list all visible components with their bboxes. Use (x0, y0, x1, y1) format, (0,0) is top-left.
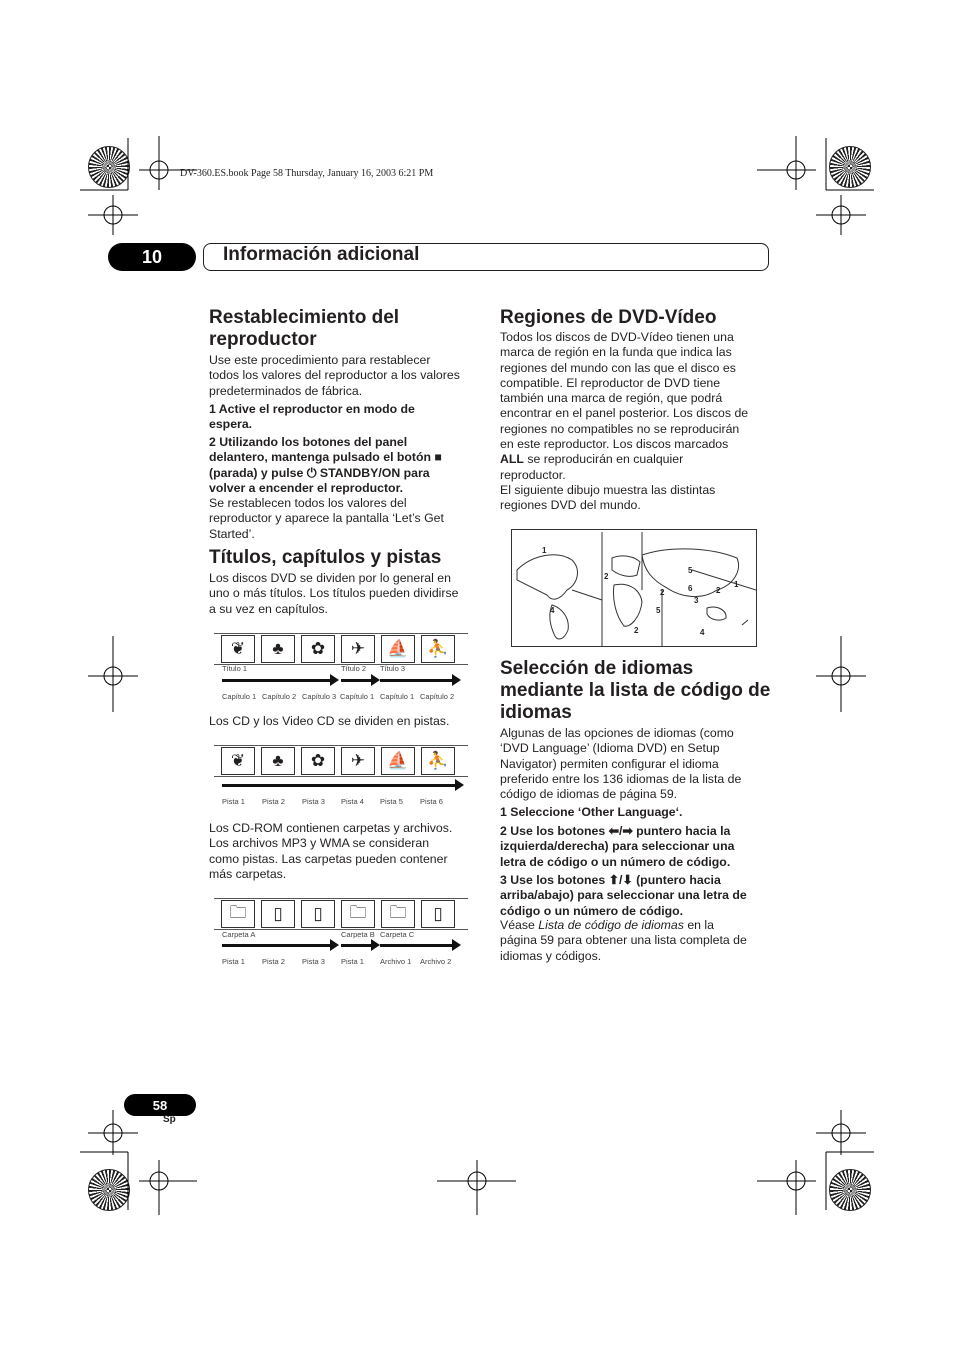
titles-intro: Los discos DVD se dividen por lo general en uno o más títulos. Los títulos pueden dividirse a su vez en capítulos. (209, 571, 459, 616)
arrowhead (371, 939, 380, 951)
frame-file-icon: ▯ (421, 900, 455, 928)
frame-surf-icon: ⛵ (381, 635, 415, 663)
arrowhead (452, 939, 461, 951)
language-see-also: Véase Lista de código de idiomas en la página 59 para obtener una lista completa de idiomas y códigos. (500, 918, 747, 963)
frame-leaf-icon: ❦ (221, 747, 255, 775)
region-marker: 6 (688, 584, 693, 593)
frame-bird-icon: ✈ (341, 635, 375, 663)
folder-label: Carpeta A (222, 930, 256, 939)
chapter-label: Capítulo 1 (380, 692, 415, 701)
dvd-regions-map (511, 529, 757, 647)
reset-step-1: 1 Active el reproductor en modo de espera. (209, 402, 415, 432)
chapter-label: Capítulo 2 (262, 692, 297, 701)
file-label: Pista 3 (302, 957, 325, 966)
file-label: Pista 2 (262, 957, 285, 966)
chapter-label: Capítulo 1 (222, 692, 257, 701)
arrowhead (455, 779, 464, 791)
title-label-1: Título 1 (222, 664, 248, 673)
region-marker: 5 (688, 566, 693, 575)
frame-file-icon: ▯ (261, 900, 295, 928)
title-2-arrow (341, 679, 371, 682)
chapter-title: Información adicional (223, 244, 420, 265)
track-label: Pista 3 (302, 797, 325, 806)
title-3-arrow (380, 679, 452, 682)
frame-surf-icon: ⛵ (381, 747, 415, 775)
folder-a-arrow (222, 944, 330, 947)
frame-bird-icon: ✈ (341, 747, 375, 775)
file-label: Pista 1 (222, 957, 245, 966)
region-marker: 4 (550, 606, 555, 615)
section-title-reset: Restablecimiento del reproductor (209, 307, 400, 350)
frame-folder-icon: 🗀 (221, 900, 255, 928)
track-label: Pista 1 (222, 797, 245, 806)
section-title-language: Selección de idiomas mediante la lista de código de idiomas (500, 658, 771, 723)
language-body: Algunas de las opciones de idiomas (como ‘DVD Language’ (Idioma DVD) en Setup Navigator) permiten configurar el idioma preferido entre los 136 idiomas de la lista de código de idiomas de página 59. (500, 726, 742, 802)
track-label: Pista 6 (420, 797, 443, 806)
title-label-2: Título 2 (341, 664, 367, 673)
frame-tree-icon: ♣ (261, 635, 295, 663)
arrowhead (452, 674, 461, 686)
arrowhead (371, 674, 380, 686)
track-label: Pista 4 (341, 797, 364, 806)
language-step-3: 3 Use los botones ⬆/⬇ (puntero hacia arriba/abajo) para seleccionar una letra de código o un número de código. (500, 873, 747, 918)
region-marker: 2 (660, 588, 665, 597)
region-marker: 2 (604, 572, 609, 581)
reset-step-2: 2 Utilizando los botones del panel delantero, mantenga pulsado el botón ■ (parada) y pulse ⏻ STANDBY/ON para volver a encender el reproductor. (209, 435, 442, 495)
region-marker: 2 (716, 586, 721, 595)
language-code: Sp (163, 1114, 176, 1125)
arrowhead (330, 674, 339, 686)
language-step-2: 2 Use los botones ⬅/➡ puntero hacia la izquierda/derecha) para seleccionar una letra de código o un número de código. (500, 824, 735, 869)
frame-flower-icon: ✿ (301, 635, 335, 663)
track-label: Pista 5 (380, 797, 403, 806)
reset-intro: Use este procedimiento para restablecer todos los valores del reproductor a los valores predeterminados de fábrica. (209, 353, 460, 398)
folder-c-arrow (380, 944, 452, 947)
chapter-number: 10 (108, 243, 196, 271)
title-1-arrow (222, 679, 330, 682)
folder-b-arrow (341, 944, 371, 947)
cdrom-text: Los CD-ROM contienen carpetas y archivos. Los archivos MP3 y WMA se consideran como pistas. Las carpetas pueden contener más carpetas. (209, 821, 453, 881)
file-label: Archivo 1 (380, 957, 412, 966)
track-label: Pista 2 (262, 797, 285, 806)
title-label-3: Título 3 (380, 664, 406, 673)
section-title-titles: Títulos, capítulos y pistas (209, 547, 442, 568)
section-title-regions: Regiones de DVD-Vídeo (500, 307, 717, 328)
region-marker: 3 (694, 596, 699, 605)
frame-file-icon: ▯ (301, 900, 335, 928)
frame-skater-icon: ⛹ (421, 635, 455, 663)
chapter-label: Capítulo 2 (420, 692, 455, 701)
language-step-1: 1 Seleccione ‘Other Language‘. (500, 805, 683, 819)
page-number: 58 (124, 1094, 196, 1116)
book-info: DV-360.ES.book Page 58 Thursday, January 16, 2003 6:21 PM (180, 168, 434, 179)
chapter-label: Capítulo 3 (302, 692, 337, 701)
reset-step-2-result: Se restablecen todos los valores del reproductor y aparece la pantalla ‘Let’s Get Started’. (209, 496, 444, 541)
region-marker: 4 (700, 628, 705, 637)
frame-folder-icon: 🗀 (381, 900, 415, 928)
regions-body: Todos los discos de DVD-Vídeo tienen una marca de región en la funda que indica las regiones del mundo con las que el disco es compatible. El reproductor de DVD tiene también una marca de región, que podrá encontrar en el panel posterior. Los discos de regiones no compatibles no se reproducirán en este reproductor. Los discos marcados ALL se reproducirán en cualquier reproductor. El siguiente dibujo muestra las distintas regiones DVD del mundo. (500, 330, 749, 513)
cd-text: Los CD y los Video CD se dividen en pistas. (209, 714, 450, 728)
chapter-label: Capítulo 1 (340, 692, 375, 701)
region-marker: 2 (634, 626, 639, 635)
region-marker: 1 (542, 546, 547, 555)
file-label: Pista 1 (341, 957, 364, 966)
frame-folder-icon: 🗀 (341, 900, 375, 928)
folder-label: Carpeta C (380, 930, 415, 939)
file-label: Archivo 2 (420, 957, 452, 966)
folder-label: Carpeta B (341, 930, 375, 939)
arrowhead (330, 939, 339, 951)
frame-flower-icon: ✿ (301, 747, 335, 775)
region-marker: 1 (734, 580, 739, 589)
frame-leaf-icon: ❦ (221, 635, 255, 663)
region-marker: 5 (656, 606, 661, 615)
tracks-arrow (222, 784, 455, 787)
frame-skater-icon: ⛹ (421, 747, 455, 775)
frame-tree-icon: ♣ (261, 747, 295, 775)
